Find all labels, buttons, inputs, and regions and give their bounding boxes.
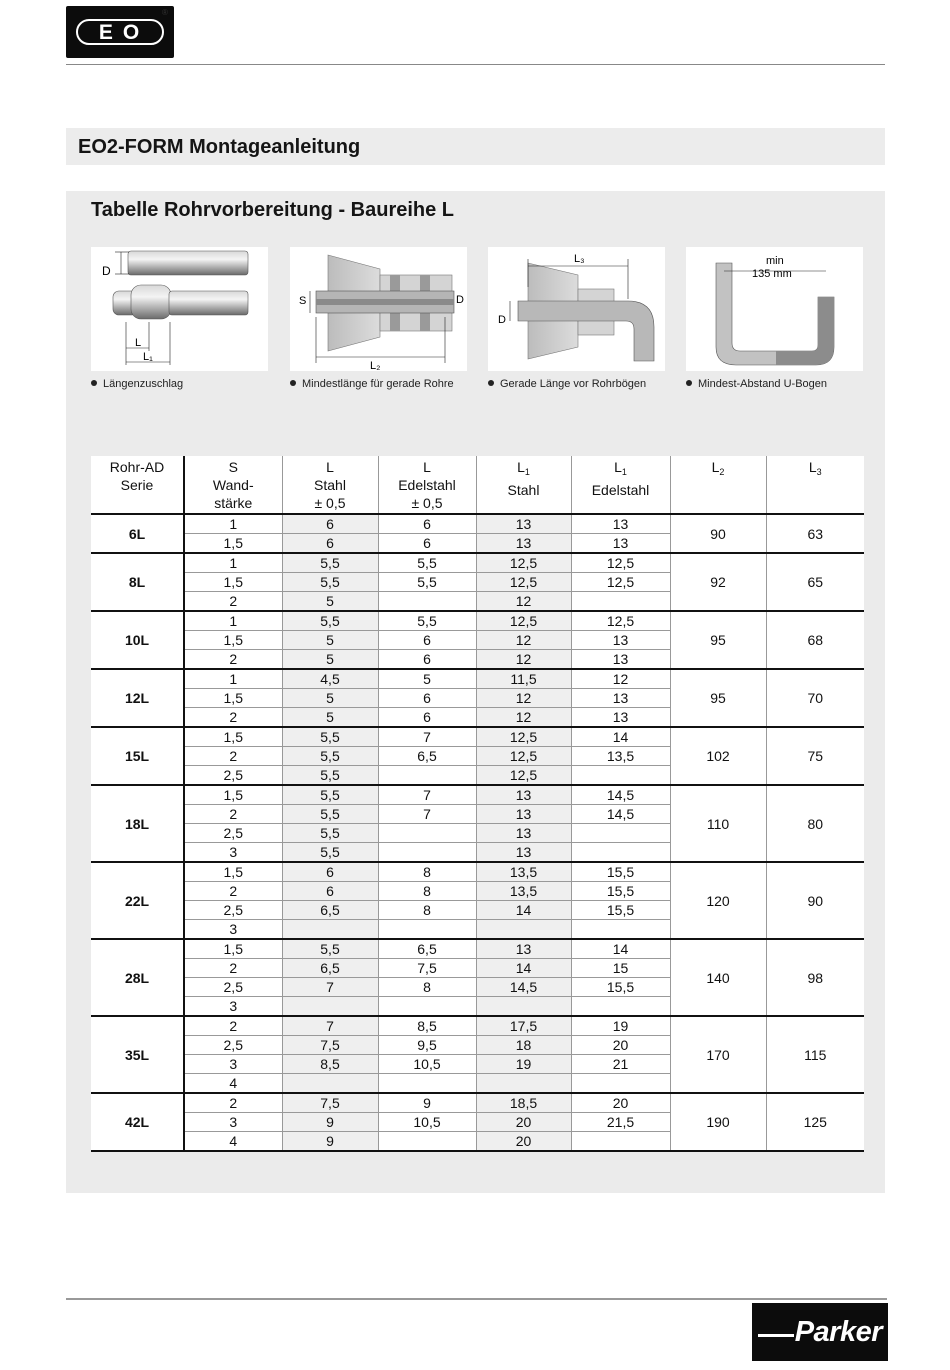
table-row	[91, 514, 864, 534]
l3-cell: 63	[766, 514, 864, 553]
table-cell: 1,5	[184, 862, 282, 882]
bend-length-diagram	[488, 247, 665, 371]
table-cell	[571, 824, 670, 843]
table-cell: 5,5	[282, 824, 378, 843]
label-l: L	[135, 337, 142, 349]
table-cell: 8	[378, 978, 476, 997]
page-title: EO2-FORM Montageanleitung	[78, 136, 361, 158]
table-row	[91, 785, 864, 805]
table-cell: 12,5	[476, 573, 571, 592]
table-cell	[378, 920, 476, 940]
eo-logo	[66, 6, 174, 58]
table-cell: 13,5	[476, 882, 571, 901]
table-cell: 3	[184, 843, 282, 863]
table-cell: 15,5	[571, 978, 670, 997]
table-cell: 12,5	[571, 553, 670, 573]
table-cell	[571, 1074, 670, 1094]
table-cell: 5,5	[282, 785, 378, 805]
table-cell: 15,5	[571, 882, 670, 901]
table-cell: 13	[476, 785, 571, 805]
table-cell: 14	[571, 939, 670, 959]
table-cell: 12,5	[476, 611, 571, 631]
table-cell: 2,5	[184, 766, 282, 786]
table-cell: 13	[476, 843, 571, 863]
label-135mm: 135 mm	[752, 268, 792, 280]
label-d3: D	[498, 314, 506, 326]
header-rohr-ad-serie: Rohr-AD Serie	[91, 456, 184, 514]
table-cell: 2	[184, 747, 282, 766]
l3-cell: 75	[766, 727, 864, 785]
table-row	[91, 939, 864, 959]
label-l2: L₂	[370, 360, 381, 371]
table-cell: 5	[282, 689, 378, 708]
serie-cell: 42L	[91, 1093, 184, 1151]
table-cell	[476, 997, 571, 1017]
table-cell	[378, 592, 476, 612]
table-cell: 10,5	[378, 1055, 476, 1074]
l2-cell: 92	[670, 553, 766, 611]
table-cell: 5,5	[282, 747, 378, 766]
caption-laengenzuschlag: Längenzuschlag	[91, 378, 183, 390]
u-bend-diagram	[686, 247, 863, 371]
table-cell: 5,5	[378, 553, 476, 573]
table-cell: 7,5	[282, 1036, 378, 1055]
table-cell: 6,5	[282, 959, 378, 978]
table-cell: 7	[282, 978, 378, 997]
table-cell: 2	[184, 1093, 282, 1113]
l2-cell: 95	[670, 669, 766, 727]
l3-cell: 70	[766, 669, 864, 727]
table-cell: 5	[282, 650, 378, 670]
table-cell: 12,5	[476, 727, 571, 747]
l3-cell: 65	[766, 553, 864, 611]
table-cell: 12	[476, 689, 571, 708]
table-cell: 13	[476, 534, 571, 554]
table-cell: 2,5	[184, 824, 282, 843]
table-cell: 7,5	[282, 1093, 378, 1113]
table-cell: 5,5	[282, 766, 378, 786]
table-cell: 8	[378, 862, 476, 882]
header-l-stahl: L Stahl ± 0,5	[282, 456, 378, 514]
table-cell: 5,5	[282, 805, 378, 824]
table-cell	[476, 1074, 571, 1094]
table-cell: 6	[378, 650, 476, 670]
header-l1-stahl: $L_1$ Stahl	[476, 456, 571, 514]
table-cell: 3	[184, 1113, 282, 1132]
serie-cell: 6L	[91, 514, 184, 553]
l3-cell: 115	[766, 1016, 864, 1093]
table-cell: 4	[184, 1132, 282, 1152]
table-cell	[378, 1132, 476, 1152]
table-cell: 19	[476, 1055, 571, 1074]
l3-cell: 80	[766, 785, 864, 862]
l3-cell: 98	[766, 939, 864, 1016]
table-cell: 2,5	[184, 978, 282, 997]
l2-cell: 95	[670, 611, 766, 669]
table-cell: 12,5	[476, 553, 571, 573]
table-cell: 13	[571, 689, 670, 708]
figure-mindestlaenge	[290, 247, 467, 371]
figure-laengenzuschlag	[91, 247, 268, 371]
table-cell	[476, 920, 571, 940]
serie-cell: 15L	[91, 727, 184, 785]
table-cell: 6	[282, 534, 378, 554]
registered-mark: ®	[162, 8, 168, 17]
table-cell: 2	[184, 1016, 282, 1036]
table-cell: 5	[282, 592, 378, 612]
table-cell: 9	[282, 1132, 378, 1152]
table-cell: 21,5	[571, 1113, 670, 1132]
label-l1: L₁	[143, 351, 153, 363]
eo-logo-text: EO	[76, 19, 164, 45]
table-cell: 5,5	[282, 611, 378, 631]
table-cell: 3	[184, 1055, 282, 1074]
table-cell: 14	[571, 727, 670, 747]
serie-cell: 8L	[91, 553, 184, 611]
serie-cell: 12L	[91, 669, 184, 727]
table-cell: 12	[571, 669, 670, 689]
serie-cell: 18L	[91, 785, 184, 862]
table-row	[91, 1093, 864, 1113]
table-cell: 13	[571, 650, 670, 670]
l2-cell: 102	[670, 727, 766, 785]
table-cell: 13	[476, 824, 571, 843]
table-cell: 5,5	[282, 553, 378, 573]
table-cell: 14,5	[476, 978, 571, 997]
table-cell: 2	[184, 650, 282, 670]
table-cell: 1	[184, 553, 282, 573]
table-cell: 13,5	[571, 747, 670, 766]
table-cell: 8	[378, 882, 476, 901]
table-cell: 11,5	[476, 669, 571, 689]
table-cell: 6,5	[282, 901, 378, 920]
table-cell: 5,5	[378, 573, 476, 592]
table-cell: 13,5	[476, 862, 571, 882]
table-cell: 1,5	[184, 785, 282, 805]
table-cell: 14,5	[571, 805, 670, 824]
table-cell: 6	[282, 882, 378, 901]
table-cell: 14	[476, 901, 571, 920]
table-cell: 13	[571, 514, 670, 534]
caption-u-bogen: Mindest-Abstand U-Bogen	[686, 378, 827, 390]
table-cell	[378, 997, 476, 1017]
figure-gerade-laenge	[488, 247, 665, 371]
header-l3: $L_3$	[766, 456, 864, 514]
table-cell: 12,5	[476, 747, 571, 766]
table-cell: 1	[184, 611, 282, 631]
header-l2: $L_2$	[670, 456, 766, 514]
table-cell: 13	[571, 708, 670, 728]
table-cell: 6	[378, 708, 476, 728]
table-cell: 2	[184, 959, 282, 978]
table-cell: 8	[378, 901, 476, 920]
title-bar	[66, 128, 885, 165]
table-cell: 7	[378, 805, 476, 824]
l3-cell: 68	[766, 611, 864, 669]
table-cell: 20	[571, 1036, 670, 1055]
table-cell: 5	[378, 669, 476, 689]
label-min: min	[766, 255, 784, 267]
table-cell	[378, 766, 476, 786]
table-cell: 7	[378, 785, 476, 805]
table-cell: 5,5	[282, 727, 378, 747]
table-cell: 18,5	[476, 1093, 571, 1113]
caption-gerade-laenge: Gerade Länge vor Rohrbögen	[488, 378, 646, 390]
table-cell: 6	[378, 514, 476, 534]
table-cell: 2	[184, 882, 282, 901]
table-cell: 2,5	[184, 1036, 282, 1055]
l3-cell: 90	[766, 862, 864, 939]
table-cell: 9	[378, 1093, 476, 1113]
table-cell: 3	[184, 997, 282, 1017]
table-cell: 14,5	[571, 785, 670, 805]
header-divider	[66, 64, 885, 65]
header-wandstaerke: S Wand- stärke	[184, 456, 282, 514]
table-cell: 15	[571, 959, 670, 978]
caption-mindestlaenge: Mindestlänge für gerade Rohre	[290, 378, 454, 390]
label-s: S	[299, 295, 307, 307]
table-row	[91, 669, 864, 689]
table-cell: 13	[476, 805, 571, 824]
table-cell: 9,5	[378, 1036, 476, 1055]
table-cell	[378, 824, 476, 843]
table-cell: 6	[282, 862, 378, 882]
table-row	[91, 611, 864, 631]
table-cell	[378, 843, 476, 863]
serie-cell: 22L	[91, 862, 184, 939]
table-cell: 1,5	[184, 534, 282, 554]
table-cell: 1	[184, 669, 282, 689]
table-row	[91, 1016, 864, 1036]
table-cell: 5,5	[282, 939, 378, 959]
table-cell: 20	[476, 1132, 571, 1152]
l2-cell: 120	[670, 862, 766, 939]
table-cell	[282, 997, 378, 1017]
table-cell: 6	[378, 534, 476, 554]
table-row	[91, 727, 864, 747]
table-cell: 1	[184, 514, 282, 534]
table-cell: 21	[571, 1055, 670, 1074]
parker-logo	[752, 1303, 888, 1361]
table-title: Tabelle Rohrvorbereitung - Baureihe L	[91, 199, 455, 221]
table-cell: 6	[282, 514, 378, 534]
l2-cell: 140	[670, 939, 766, 1016]
table-cell: 12	[476, 708, 571, 728]
content-panel	[66, 191, 885, 1193]
table-cell: 12,5	[476, 766, 571, 786]
table-cell: 12,5	[571, 611, 670, 631]
l2-cell: 110	[670, 785, 766, 862]
table-cell: 2,5	[184, 901, 282, 920]
serie-cell: 10L	[91, 611, 184, 669]
table-cell	[571, 920, 670, 940]
table-cell: 15,5	[571, 901, 670, 920]
l2-cell: 90	[670, 514, 766, 553]
table-cell: 17,5	[476, 1016, 571, 1036]
footer-divider	[66, 1298, 887, 1300]
table-cell: 8,5	[378, 1016, 476, 1036]
l3-cell: 125	[766, 1093, 864, 1151]
table-cell: 6,5	[378, 939, 476, 959]
table-cell: 10,5	[378, 1113, 476, 1132]
table-cell: 2	[184, 708, 282, 728]
table-cell: 9	[282, 1113, 378, 1132]
tube-allowance-diagram	[91, 247, 268, 371]
table-cell: 5,5	[378, 611, 476, 631]
table-cell	[282, 920, 378, 940]
table-cell: 5	[282, 631, 378, 650]
table-cell: 5	[282, 708, 378, 728]
table-row	[91, 862, 864, 882]
table-cell: 3	[184, 920, 282, 940]
table-cell: 1,5	[184, 727, 282, 747]
table-cell: 1,5	[184, 631, 282, 650]
table-cell: 4	[184, 1074, 282, 1094]
table-cell	[571, 997, 670, 1017]
table-cell	[571, 843, 670, 863]
label-l3: L₃	[574, 253, 585, 265]
table-cell: 7,5	[378, 959, 476, 978]
table-cell	[571, 1132, 670, 1152]
table-cell: 6	[378, 689, 476, 708]
serie-cell: 28L	[91, 939, 184, 1016]
table-cell: 19	[571, 1016, 670, 1036]
table-cell: 1,5	[184, 689, 282, 708]
table-cell: 5,5	[282, 573, 378, 592]
table-cell: 5,5	[282, 843, 378, 863]
table-cell: 2	[184, 805, 282, 824]
figure-u-bogen	[686, 247, 863, 371]
table-cell: 12	[476, 650, 571, 670]
table-cell	[378, 1074, 476, 1094]
table-cell: 14	[476, 959, 571, 978]
table-cell	[282, 1074, 378, 1094]
table-cell: 13	[476, 939, 571, 959]
header-l1-edelstahl: $L_1$ Edelstahl	[571, 456, 670, 514]
table-cell: 1,5	[184, 573, 282, 592]
table-cell: 6,5	[378, 747, 476, 766]
table-cell: 1,5	[184, 939, 282, 959]
table-cell: 13	[571, 631, 670, 650]
parker-logo-text: Parker	[794, 1315, 882, 1348]
table-cell: 20	[476, 1113, 571, 1132]
table-cell	[571, 592, 670, 612]
l2-cell: 190	[670, 1093, 766, 1151]
table-cell: 15,5	[571, 862, 670, 882]
table-cell: 12	[476, 592, 571, 612]
table-cell: 12	[476, 631, 571, 650]
table-cell: 6	[378, 631, 476, 650]
table-cell: 8,5	[282, 1055, 378, 1074]
label-d: D	[102, 264, 111, 278]
table-cell: 13	[571, 534, 670, 554]
table-cell: 20	[571, 1093, 670, 1113]
table-cell: 2	[184, 592, 282, 612]
l2-cell: 170	[670, 1016, 766, 1093]
table-cell: 4,5	[282, 669, 378, 689]
table-cell: 12,5	[571, 573, 670, 592]
table-cell: 7	[282, 1016, 378, 1036]
serie-cell: 35L	[91, 1016, 184, 1093]
label-d2: D	[456, 294, 464, 306]
tube-preparation-table	[91, 456, 864, 1152]
table-cell: 7	[378, 727, 476, 747]
header-l-edelstahl: L Edelstahl ± 0,5	[378, 456, 476, 514]
table-cell	[571, 766, 670, 786]
table-cell: 18	[476, 1036, 571, 1055]
table-cell: 13	[476, 514, 571, 534]
straight-tube-diagram	[290, 247, 467, 371]
table-row	[91, 553, 864, 573]
